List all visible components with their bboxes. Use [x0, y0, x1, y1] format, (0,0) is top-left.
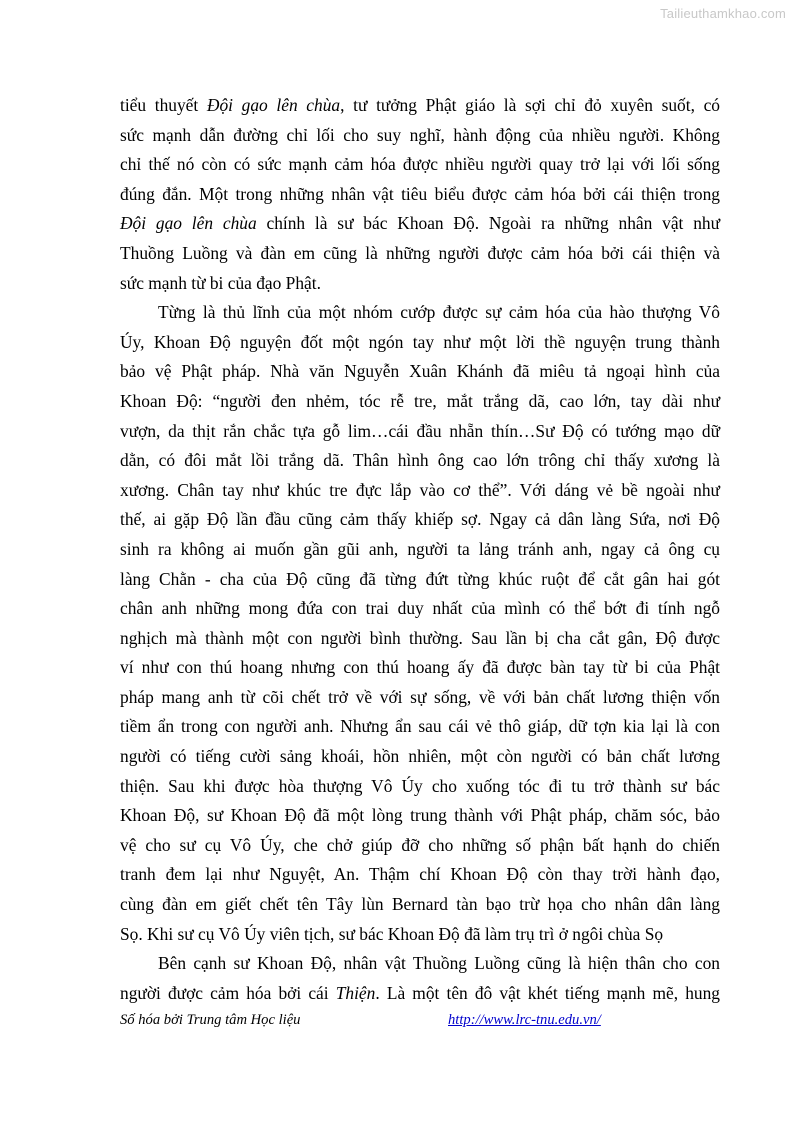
text-line: bảo vệ Phật pháp. Nhà văn Nguyễn Xuân Khánh đã miêu tả ngoại hình của	[120, 361, 720, 382]
paragraph-1	[120, 91, 720, 298]
footer-link[interactable]: http://www.lrc-tnu.edu.vn/	[448, 1012, 601, 1028]
watermark-text: Tailieuthamkhao.com	[660, 6, 786, 21]
text-line: Bên cạnh sư Khoan Độ, nhân vật Thuồng Luồng cũng là hiện thân cho con	[158, 953, 720, 974]
text-line: dằn, có đôi mắt lồi trắng dã. Thân hình ông cao lớn trông chỉ thấy xương là	[120, 450, 720, 471]
text-line: pháp mang anh từ cõi chết trở về với sự sống, về với bản chất lương thiện vốn	[120, 686, 720, 707]
text-line: Thuồng Luồng và đàn em cũng là những người được cảm hóa bởi cái thiện và	[120, 242, 720, 263]
footer-source-label: Số hóa bởi Trung tâm Học liệu	[120, 1012, 301, 1028]
text-line: cùng đàn em giết chết tên Tây lùn Bernard tàn bạo trừ họa cho nhân dân làng	[120, 894, 720, 915]
text-line: Đội gạo lên chùa chính là sư bác Khoan Độ. Ngoài ra những nhân vật như	[120, 213, 721, 234]
text-line: chỉ thế nó còn có sức mạnh cảm hóa được nhiều người quay trở lại với lối sống	[120, 154, 720, 175]
text-line: Sọ. Khi sư cụ Vô Úy viên tịch, sư bác Khoan Độ đã làm trụ trì ở ngôi chùa Sọ	[120, 923, 664, 944]
text-line: Úy, Khoan Độ nguyện đốt một ngón tay như một lời thề nguyện trung thành	[120, 331, 720, 352]
text-line: Từng là thủ lĩnh của một nhóm cướp được sự cảm hóa của hào thượng Vô	[158, 302, 720, 323]
text-line: người có tiếng cười sảng khoái, hồn nhiên, một còn người có bản chất lương	[120, 746, 720, 767]
text-line: tiềm ẩn trong con người anh. Nhưng ẩn sau cái vẻ thô giáp, dữ tợn kia lại là con	[120, 716, 720, 737]
document-body	[120, 91, 720, 1008]
text-line: ví như con thú hoang nhưng con thú hoang ấy đã được bàn tay từ bi của Phật	[120, 657, 720, 678]
paragraph-2	[120, 298, 720, 949]
text-line: vượn, da thịt rắn chắc tựa gỗ lim…cái đầu nhẵn thín…Sư Độ có tướng mạo dữ	[120, 420, 720, 441]
text-line: người được cảm hóa bởi cái Thiện. Là một tên đô vật khét tiếng mạnh mẽ, hung	[120, 982, 720, 1003]
text-line: nghịch mà thành một con người bình thường. Sau lần bị cha cắt gân, Độ được	[120, 627, 720, 648]
text-line: chân anh những mong đứa con trai duy nhất của mình có thể bớt đi tính ngỗ	[120, 598, 720, 619]
text-line: đúng đắn. Một trong những nhân vật tiêu biểu được cảm hóa bởi cái thiện trong	[120, 183, 720, 204]
text-line: sức mạnh từ bi của đạo Phật.	[120, 272, 321, 293]
paragraph-3	[120, 949, 720, 1008]
text-line: Khoan Độ, sư Khoan Độ đã một lòng trung thành với Phật pháp, chăm sóc, bảo	[120, 805, 720, 826]
text-line: vệ cho sư cụ Vô Úy, che chở giúp đỡ cho những số phận bất hạnh do chiến	[120, 834, 720, 855]
text-line: tiểu thuyết Đội gạo lên chùa, tư tưởng Phật giáo là sợi chỉ đỏ xuyên suốt, có	[120, 95, 721, 115]
text-line: tranh đem lại như Nguyệt, An. Thậm chí Khoan Độ còn thay trời hành đạo,	[120, 864, 720, 885]
text-line: sức mạnh dẫn đường chỉ lối cho suy nghĩ, hành động của nhiều người. Không	[120, 124, 720, 145]
text-line: sinh ra không ai muốn gần gũi anh, người ta lảng tránh anh, ngay cả ông cụ	[120, 538, 720, 559]
text-line: làng Chằn - cha của Độ cũng đã từng đứt từng khúc ruột để cắt gân hai gót	[120, 568, 720, 589]
text-line: Khoan Độ: “người đen nhẻm, tóc rễ tre, mắt trắng dã, cao lớn, tay dài như	[120, 390, 720, 411]
text-line: thế, ai gặp Độ lần đầu cũng cảm thấy khiếp sợ. Ngay cả dân làng Sứa, nơi Độ	[120, 509, 720, 530]
text-line: thiện. Sau khi được hòa thượng Vô Úy cho xuống tóc đi tu trở thành sư bác	[120, 775, 720, 796]
text-line: xương. Chân tay như khúc tre đực lắp vào cơ thể”. Với dáng vẻ bề ngoài như	[120, 479, 720, 500]
